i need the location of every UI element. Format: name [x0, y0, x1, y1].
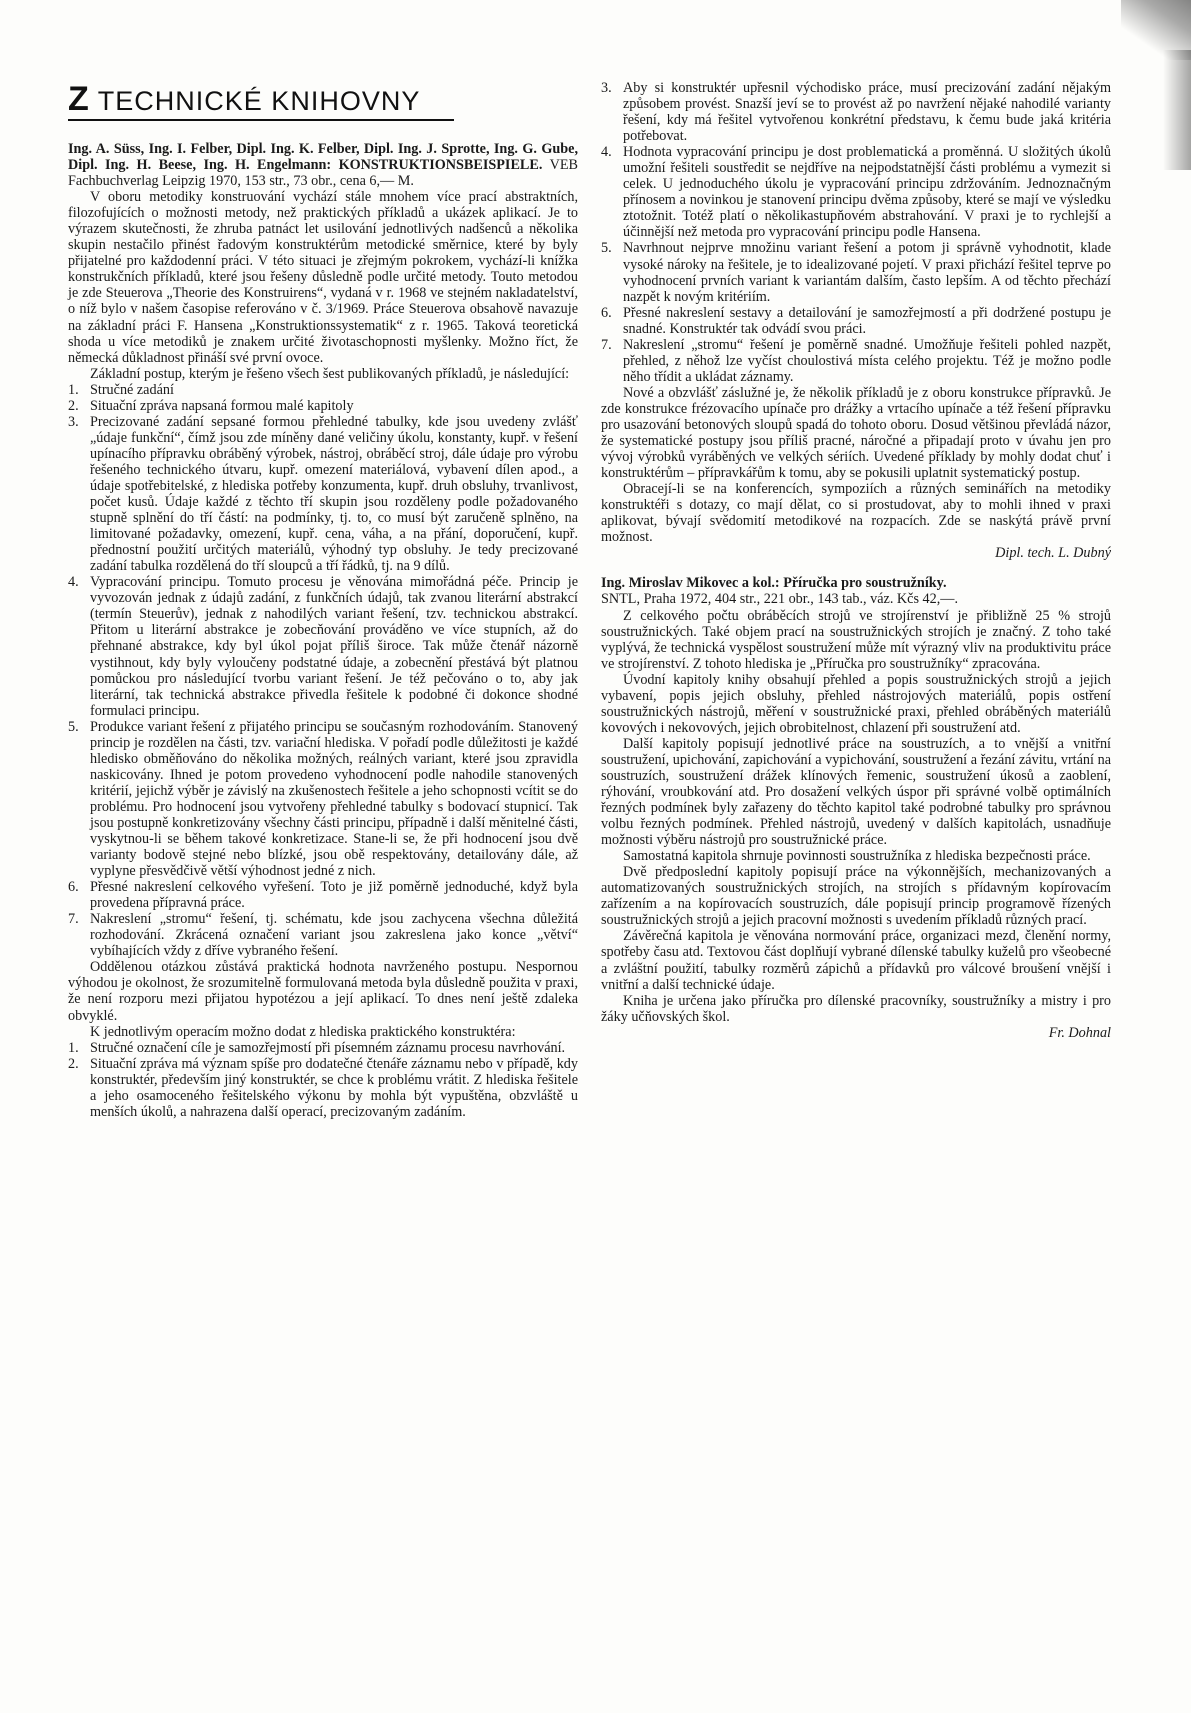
list-item-text: Nakreslení „stromu“ řešení je poměrně snadné. Umožňuje řešiteli pohled nazpět, přehled, z něhož lze vyčíst choulostivá místa celého projektu. Též je možno podle něho třídit a ukládat záznamy. — [623, 336, 1111, 385]
list-item-text: Aby si konstruktér upřesnil východisko práce, musí precizování zadání nějakým způsobem provést. Snazší jeví se to provést až po navržení nějaké nahodilé varianty řešení, kdy má řešitel vytvořenou konkrétní představu, k čemu bude jaká kritéria potřebovat. — [623, 80, 1111, 145]
list-item — [601, 240, 1111, 304]
review2-paragraph-2: Úvodní kapitoly knihy obsahují přehled a popis soustružnických strojů a jejich vybavení, popis jejich obsluhy, přehled nástrojových materiálů, popis ostření soustružnických nástrojů, měření v soustružnické praxi, přehled obráběných materiálů kovových i nekovových, jejich obrobitelnost, chlazení při soustružení atd. — [601, 671, 1111, 736]
review1-bibliography — [68, 141, 578, 189]
list-item-text: Nakreslení „stromu“ řešení, tj. schématu, kde jsou zachycena všechna důležitá rozhodování. Zkrácená označení variant jsou zakreslena jako konce „větví“ vybíhajících vždy z dříve vybraného řešení. — [90, 911, 578, 960]
list-item-text: Situační zpráva napsaná formou malé kapitoly — [90, 397, 354, 414]
list-item-number: 5. — [68, 718, 79, 735]
review2-paragraph-6: Závěrečná kapitola je věnována normování práce, organizaci mezd, členění normy, spotřeby času atd. Textovou část doplňují vybrané dílenské tabulky kuželů pro všeobecné a zvláštní použití, tabulky rozměrů zápichů a přídavků pro válcové broušení vnější i vnitřní a další technické údaje. — [601, 928, 1111, 993]
list-item-text: Precizované zadání sepsané formou přehledné tabulky, kde jsou uvedeny zvlášť „údaje funkční“, čímž jsou zde míněny dané veličiny úkolu, konstanty, kupř. v řešení upínacího přípravku obráběný výrobek, nástroj, obráběcí stroj, dále údaje pro výrobu řešeného technického útvaru, kupř. omezení materiálová, vybavení dílen apod., a údaje spotřebitelské, z hlediska potřeby konzumenta, kupř. druh obsluhy, trvanlivost, počet kusů. Údaje každé z těchto tří skupin jsou rozděleny podle požadovaného stupně splnění do tří částí: na podmínky, tj. to, co musí být zaručeně splněno, na limitované požadavky, omezení, kupř. cena, váha, a na přání, doporučení, kupř. přednostní použití určitých materiálů, výhodný typ obsluhy. Je tedy precizované zadání tabulka rozdělená do tří sloupců a tří řádků, tj. na 9 dílů. — [90, 413, 578, 575]
review2-signature: Fr. Dohnal — [1048, 1024, 1111, 1041]
review1-comments-list-continued — [601, 80, 1111, 385]
list-item-text: Přesné nakreslení celkového vyřešení. Toto je již poměrně jednoduché, když byla provedena přípravná práce. — [90, 879, 578, 912]
list-item-number: 2. — [68, 1055, 79, 1072]
review1-authors: Ing. A. Süss, Ing. I. Felber, Dipl. Ing. K. Felber, Dipl. Ing. J. Sprotte, Ing. G. Gube, Dipl. Ing. H. Beese, Ing. H. Engelmann: — [68, 141, 578, 174]
review2-paragraph-4: Samostatná kapitola shrnuje povinnosti soustružníka z hlediska bezpečnosti práce. — [623, 848, 1091, 865]
list-item — [68, 719, 578, 879]
list-item-text: Navrhnout nejprve množinu variant řešení a potom ji správně vyhodnotit, klade vysoké nároky na řešitele, je to idealizované pojetí. V praxi přichází řešitel teprve po vyhodnocení prvních variant k variantám dalším, často lepším. A od těchto přechází nazpět k novým kritériím. — [623, 240, 1111, 305]
review1-paragraph-1: V oboru metodiky konstruování vychází stále mnohem více prací abstraktních, filozofujících o možnosti metody, než praktických příkladů a ukázek aplikací. Je to výrazem skutečnosti, že zhruba patnáct let usilování jednotlivých nadšenců a několika skupin nestačilo přinést řadovým konstruktérům metodické směrnice, které by byly přijatelné pro každodenní práci. V této situaci je zřejmým pokrokem, vychází-li knížka konstrukčních příkladů, které jsou řešeny důsledně podle určité metody. Touto metodou je zde Steuerova „Theorie des Konstruirens“, vydaná v r. 1968 ve stejném nakladatelství, o níž bylo v našem časopise referováno v č. 3/1969. Práce Steuerova obsahově navazuje na základní práci F. Hansena „Konstruktionssystematik“ z r. 1965. Taková teoretická shoda u více metodiků je znakem určité životaschopnosti myšlenky. Možno říct, že německá důkladnost přináší své první ovoce. — [68, 189, 578, 366]
list-item — [601, 144, 1111, 240]
review-separator — [601, 561, 1111, 575]
review2-paragraph-7: Kniha je určena jako příručka pro dílenské pracovníky, soustružníky a mistry i pro žáky učňovských škol. — [601, 992, 1111, 1025]
review2-paragraph-1: Z celkového počtu obráběcích strojů ve strojírenství je přibližně 25 % strojů soustružnických. Také objem prací na soustružnických strojích je značný. Z toho také vyplývá, že technická vyspělost soustružení může mít výrazný vliv na produktivitu práce ve strojírenství. Z tohoto hlediska je „Příručka pro soustružníky“ zpracována. — [601, 607, 1111, 672]
list-item — [601, 80, 1111, 144]
section-title — [68, 80, 454, 121]
review1-paragraph-6: Obracejí-li se na konferencích, sympoziích a různých seminářích na metodiky konstruktéři s dotazy, co mají dělat, co si prostudovat, aby to mohli ihned v praxi aplikovat, bývají svědomití metodikové na rozpacích. Zde se naskýtá právě první možnost. — [601, 481, 1111, 546]
right-column — [601, 80, 1111, 1041]
list-item — [68, 414, 578, 574]
list-item-number: 4. — [601, 144, 612, 161]
left-column — [68, 80, 578, 1120]
list-item-number: 6. — [68, 879, 79, 896]
section-title-rest: TECHNICKÉ KNIHOVNY — [89, 86, 421, 116]
list-item-number: 2. — [68, 397, 79, 414]
list-item-number: 1. — [68, 381, 79, 398]
list-item — [68, 574, 578, 718]
list-item-number: 5. — [601, 240, 612, 257]
list-item-text: Produkce variant řešení z přijatého principu se současným rozhodováním. Stanovený princip je rozdělen na části, tzv. variační hlediska. V pořadí podle důležitosti je každé hledisko obměňováno do několika možných, reálných variant, které jsou zpravidla naskicovány. Ihned je potom provedeno vyhodnocení podle nahodile stanovených kritérií, jejichž výběr je závislý na zkušenostech řešitele a jeho schopnosti vcítit se do problému. Pro hodnocení jsou vytvořeny přehledné tabulky s bodovací stupnicí. Tak jsou postupně konkretizovány všechny části principu, případně i další měnitelné části, vyskytnou-li se během takové konkretizace. Stane-li se, že při hodnocení jsou dvě varianty bodově stejné nebo blízké, jsou obě respektovány, detailovány dále, až vyplyne přesvědčivě větší výhodnost jedné z nich. — [90, 718, 578, 880]
review1-publisher: VEB Fachbuchverlag Leipzig 1970, 153 str., 73 obr., cena 6,— M. — [68, 157, 578, 190]
review2-paragraph-3: Další kapitoly popisují jednotlivé práce na soustruzích, a to vnější a vnitřní soustružení, upichování, zapichování a vypichování, soustružení a řezání závitu, vrtání na soustruzích, soustružení drážek klínových řemenic, soustružení úkosů a zaoblení, rýhování, vroubkování atd. Pro dosažení velkých úspor při správné volbě optimálních řezných podmínek byly zařazeny do těchto kapitol také podrobné tabulky pro správnou volbu řezných podmínek. Přehled nástrojů, uvedený v dalších kapitolách, usnadňuje možnosti výběru nástrojů pro soustružnické práce. — [601, 735, 1111, 849]
review1-procedure-list — [68, 382, 578, 960]
list-item-number: 6. — [601, 304, 612, 321]
review1-paragraph-3: Oddělenou otázkou zůstává praktická hodnota navrženého postupu. Nespornou výhodou je okolnost, že srozumitelně formulovaná metoda byla důsledně použita v praxi, že není rozporu mezi přijatou hypotézou a její aplikací. To dnes není ještě zdaleka obvyklé. — [68, 959, 578, 1024]
list-item — [601, 337, 1111, 385]
review2-publisher: SNTL, Praha 1972, 404 str., 221 obr., 143 tab., váz. Kčs 42,—. — [601, 591, 959, 608]
list-item — [68, 398, 578, 414]
list-item-text: Stručné zadání — [90, 381, 174, 398]
list-item-text: Stručné označení cíle je samozřejmostí při písemném záznamu procesu navrhování. — [90, 1039, 566, 1056]
review1-paragraph-4: K jednotlivým operacím možno dodat z hlediska praktického konstruktéra: — [90, 1023, 516, 1040]
list-item-number: 4. — [68, 574, 79, 591]
list-item-text: Hodnota vypracování principu je dost problematická a proměnná. U složitých úkolů umožní řešiteli soustředit se nejdříve na nejpodstatnější části problému a vymezit si celek. U jednoduchého úkolu je vypracování principu zdržováním. Jednoznačným přínosem a novinkou je stanovení principu dvěma způsoby, které se mají ve výsledku ztotožnit. Totéž platí o několikastupňovém abstrahování. V praxi je to rychlejší a účinnější než metoda pro vypracování principu podle Hansena. — [623, 144, 1111, 241]
section-title-initial: Z — [68, 80, 90, 118]
list-item — [68, 1056, 578, 1120]
list-item-number: 7. — [68, 911, 79, 928]
list-item — [68, 382, 578, 398]
review2-paragraph-5: Dvě předposlední kapitoly popisují práce na výkonnějších, mechanizovaných a automatizovaných soustružnických strojích, na strojích s přídavným kopírovacím zařízením a na kopírovacích soustruzích, dále popisují princip programově řízených soustružnických strojů a jejich pracovní možnosti s uvedením příkladů různých prací. — [601, 864, 1111, 929]
list-item-text: Vypracování principu. Tomuto procesu je věnována mimořádná péče. Princip je vyvozován jednak z údajů zadání, z funkčních údajů, tak zvanou literární abstrakcí (termín Steuerův), jednak z nahodilých variant řešení, tzv. technickou abstrakcí. Přitom u literární abstrakce je zobecňování prováděno ve více stupních, až do přehnané abstrakce, kdy byl úkol pojat příliš široce. Tak může čtenář názorně vystihnout, kdy byly vyloučeny podstatné údaje, a zobecnění přestává být platnou pomůckou pro následující tvorbu variant řešení. Je též pečováno o to, aby jak literární, tak technická abstrakce přivedla řešitele k podobné či dokonce shodné formulaci principu. — [90, 574, 578, 719]
list-item — [68, 1040, 578, 1056]
review2-authors-title: Ing. Miroslav Mikovec a kol.: Příručka pro soustružníky. — [601, 575, 947, 592]
page-edge-shadow — [1163, 50, 1191, 170]
list-item-text: Situační zpráva má význam spíše pro dodatečné čtenáře záznamu nebo v případě, kdy konstruktér, především jiný konstruktér, se chce k problému vrátit. Z hlediska řešitele a jeho osamoceného řešitelského výkonu by mohla být vypuštěna, obzvláště u menších úkolů, a nahrazena další operací, precizovaným zadáním. — [90, 1055, 578, 1120]
review1-signature: Dipl. tech. L. Dubný — [995, 545, 1111, 562]
list-item-number: 1. — [68, 1039, 79, 1056]
list-item — [601, 305, 1111, 337]
review1-comments-list — [68, 1040, 578, 1120]
list-item-number: 7. — [601, 336, 612, 353]
review1-paragraph-5: Nové a obzvlášť záslužné je, že několik příkladů je z oboru konstrukce přípravků. Je zde konstrukce frézovacího upínače pro drážky a vrtacího upínače a též řešení přípravku pro usazování betonových sloupů spadá do tohoto oboru. Dosud většinou převládá názor, že systematické postupy jsou příliš pracné, náročné a připadají proto v úvahu jen pro vývoj výrobků vyráběných ve velkých sériích. Uvedené příklady by mohly dodat chuť i konstruktérům – přípravkářům k tomu, aby se pokusili uplatnit systematický postup. — [601, 384, 1111, 482]
list-item — [68, 911, 578, 959]
list-item — [68, 879, 578, 911]
review1-book-title: KONSTRUKTIONSBEISPIELE. — [338, 157, 543, 174]
list-item-number: 3. — [601, 80, 612, 96]
list-item-number: 3. — [68, 413, 79, 430]
list-item-text: Přesné nakreslení sestavy a detailování je samozřejmostí a při dodržené postupu je snadné. Konstruktér tak odvádí svou práci. — [623, 304, 1111, 337]
review2-bibliography — [601, 575, 1111, 591]
review1-paragraph-2: Základní postup, kterým je řešeno všech šest publikovaných příkladů, je následující: — [90, 365, 570, 382]
